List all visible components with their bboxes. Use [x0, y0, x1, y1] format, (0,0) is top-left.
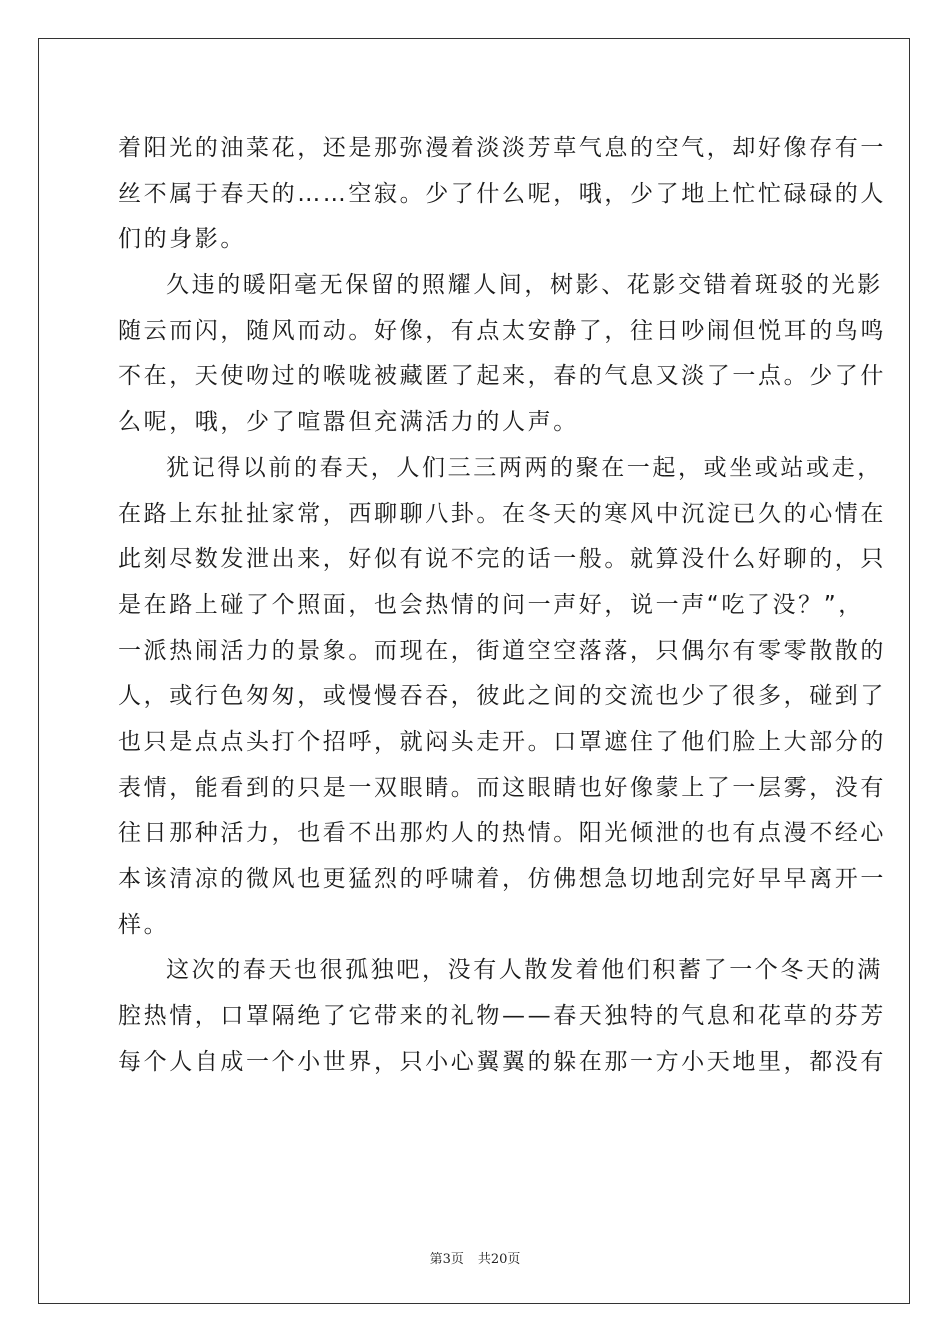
document-body	[118, 126, 886, 1085]
text-line: 往日那种活力，也看不出那灼人的热情。阳光倾泄的也有点漫不经心	[118, 820, 886, 847]
text-line: 么呢，哦，少了喧嚣但充满活力的人声。	[118, 409, 579, 436]
text-line: 丝不属于春天的……空寂。少了什么呢，哦，少了地上忙忙碌碌的人	[118, 180, 886, 207]
text-line: 不在，天使吻过的喉咙被藏匿了起来，春的气息又淡了一点。少了什	[118, 363, 886, 390]
text-line: 们的身影。	[118, 226, 246, 253]
text-line: 随云而闪，随风而动。好像，有点太安静了，往日吵闹但悦耳的鸟鸣	[118, 317, 886, 344]
text-line: 样。	[118, 911, 170, 938]
text-line: 在路上东扯扯家常，西聊聊八卦。在冬天的寒风中沉淀已久的心情在	[118, 500, 886, 527]
text-line: 本该清凉的微风也更猛烈的呼啸着，仿佛想急切地刮完好早早离开一	[118, 866, 886, 892]
text-line: 人，或行色匆匆，或慢慢吞吞，彼此之间的交流也少了很多，碰到了	[118, 683, 886, 710]
text-line: 这次的春天也很孤独吧，没有人散发着他们积蓄了一个冬天的满	[166, 957, 883, 984]
text-line: 腔热情，口罩隔绝了它带来的礼物——春天独特的气息和花草的芬芳	[118, 1003, 886, 1030]
text-line: 着阳光的油菜花，还是那弥漫着淡淡芳草气息的空气，却好像存有一	[118, 135, 886, 161]
text-line: 每个人自成一个小世界，只小心翼翼的躲在那一方小天地里，都没有	[118, 1048, 886, 1075]
text-line: 也只是点点头打个招呼，就闷头走开。口罩遮住了他们脸上大部分的	[118, 728, 886, 755]
text-line: 久违的暖阳毫无保留的照耀人间，树影、花影交错着斑驳的光影	[166, 272, 883, 299]
page-footer	[0, 1248, 950, 1267]
page-total: 共20页	[477, 1252, 521, 1267]
text-line: 一派热闹活力的景象。而现在，街道空空落落，只偶尔有零零散散的	[118, 637, 886, 664]
text-line: 此刻尽数发泄出来，好似有说不完的话一般。就算没什么好聊的，只	[118, 546, 886, 573]
text-line: 表情，能看到的只是一双眼睛。而这眼睛也好像蒙上了一层雾，没有	[118, 774, 886, 801]
text-line: 是在路上碰了个照面，也会热情的问一声好，说一声“吃了没？”，	[118, 591, 864, 618]
text-line: 犹记得以前的春天，人们三三两两的聚在一起，或坐或站或走，	[166, 454, 883, 481]
page-number: 第3页	[429, 1252, 464, 1267]
